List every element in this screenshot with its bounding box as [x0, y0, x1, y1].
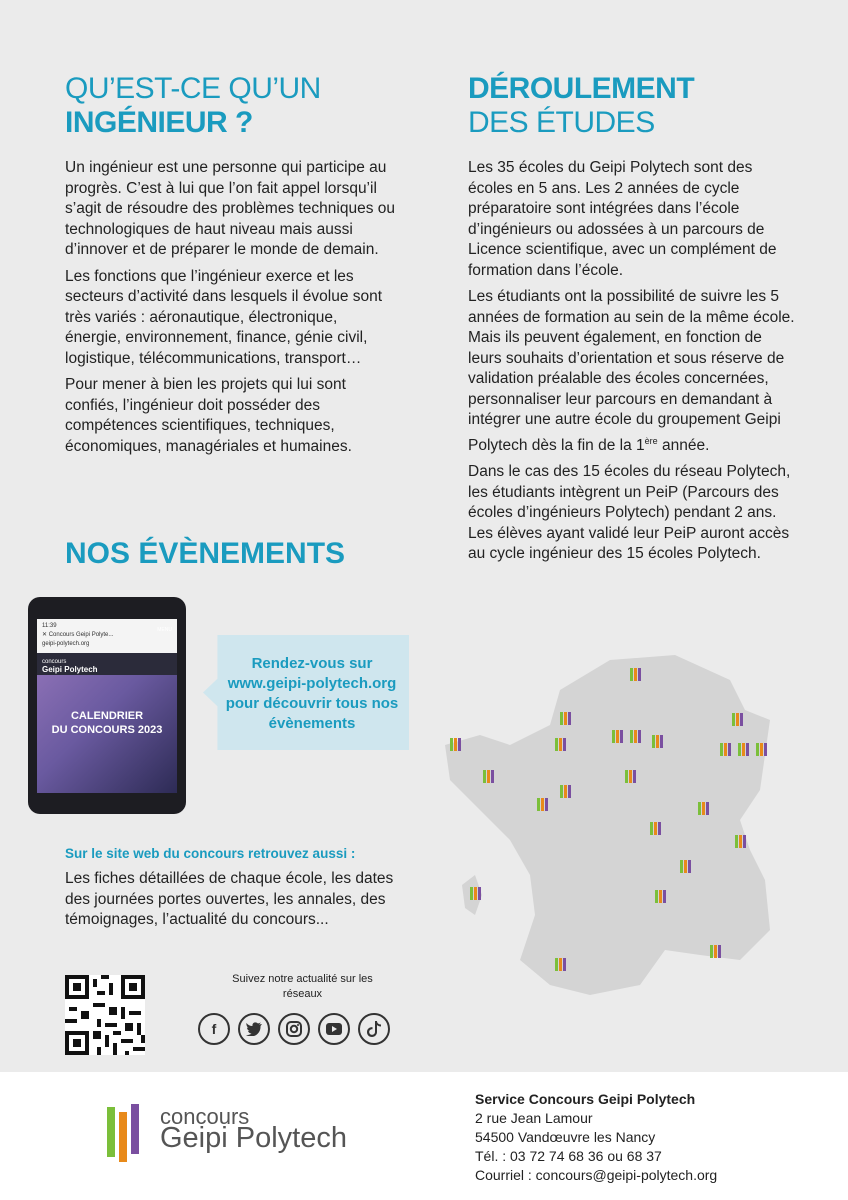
also-text: Les fiches détaillées de chaque école, les dates des journées portes ouvertes, les annales, des témoignages, l’actualité du concours...: [65, 870, 394, 928]
tablet-site-header: concours Geipi Polytech MENU: [37, 653, 177, 675]
studies-paragraph-3: Dans le cas des 15 écoles du réseau Polytech, les étudiants intègrent un PeiP (Parcours des écoles d’ingénieurs Polytech) pendant 2 ans. Les élèves ayant validé leur PeiP auront accès au cycle ingénieur des 15 écoles Polytech.: [468, 463, 791, 563]
studies-paragraph-2: Les étudiants ont la possibilité de suivre les 5 années de formation au sein de la même école. Mais ils peuvent également, en fonction de leurs souhaits d’orientation et sous réserve de validation préalable des écoles concernées, personnaliser leur parcours en demandant à intégrer une autre école du groupement Geipi Polytech dès la fin de la 1ère année.: [468, 288, 795, 454]
instagram-icon[interactable]: [278, 1013, 310, 1045]
also-title: Sur le site web du concours retrouvez aussi :: [65, 846, 356, 861]
twitter-icon[interactable]: [238, 1013, 270, 1045]
youtube-icon[interactable]: [318, 1013, 350, 1045]
tablet-calendar-text: CALENDRIER DU CONCOURS 2023: [51, 710, 163, 736]
section-title-engineer: QU’EST-CE QU’UN INGÉNIEUR ?: [65, 72, 321, 139]
follow-text: Suivez notre actualité sur les réseaux: [232, 973, 373, 1000]
tiktok-icon[interactable]: [358, 1013, 390, 1045]
tablet-browser-bar: 11:39 ✕ Concours Geipi Polyte... geipi-polytech.org: [37, 619, 177, 653]
studies-paragraph-1: Les 35 écoles du Geipi Polytech sont des écoles en 5 ans. Les 2 années de cycle préparatoire sont intégrées dans l’école d’ingénieurs ou adossées à un parcours de Licence scientifique, avec un complément de formation dans l’école.: [468, 159, 777, 279]
engineer-paragraph-3: Pour mener à bien les projets qui lui sont confiés, l’ingénieur doit posséder des compétences scientifiques, techniques, économiques, managériales et humaines.: [65, 376, 352, 455]
france-map: [440, 650, 840, 1000]
engineer-paragraph-2: Les fonctions que l’ingénieur exerce et les secteurs d’activité dans lesquels il évolue sont très variés : aéronautique, électronique, énergie, environnement, finance, génie civil, logistique, télécommunications, transport…: [65, 267, 383, 367]
engineer-paragraph-1: Un ingénieur est une personne qui participe au progrès. C’est à lui que l’on fait appel lorsqu’il s’agit de résoudre des problèmes techniques ou technologiques de haut niveau mais aussi d’innover et de préparer le monde de demain.: [65, 159, 396, 258]
qr-code[interactable]: [65, 975, 145, 1055]
callout-text[interactable]: Rendez-vous sur www.geipi-polytech.org pour découvrir tous nos évènements: [225, 655, 399, 732]
phone: Tél. : 03 72 74 68 36 ou 68 37: [475, 1148, 662, 1164]
address-line-2: 54500 Vandœuvre les Nancy: [475, 1129, 656, 1145]
email[interactable]: Courriel : concours@geipi-polytech.org: [475, 1167, 718, 1183]
social-links: [198, 1013, 408, 1045]
events-title: NOS ÉVÈNEMENTS: [65, 537, 346, 570]
logo-text-big: Geipi Polytech: [160, 1122, 347, 1154]
facebook-icon[interactable]: f: [198, 1013, 230, 1045]
address-line-1: 2 rue Jean Lamour: [475, 1110, 593, 1126]
left-column: [65, 72, 395, 463]
service-name: Service Concours Geipi Polytech: [475, 1091, 696, 1107]
contact-block: [475, 1090, 717, 1185]
section-title-studies: DÉROULEMENT DES ÉTUDES: [468, 72, 695, 139]
right-column: [468, 72, 798, 571]
tablet-mockup: [28, 597, 186, 814]
logo-text-small: concours: [160, 1104, 250, 1129]
